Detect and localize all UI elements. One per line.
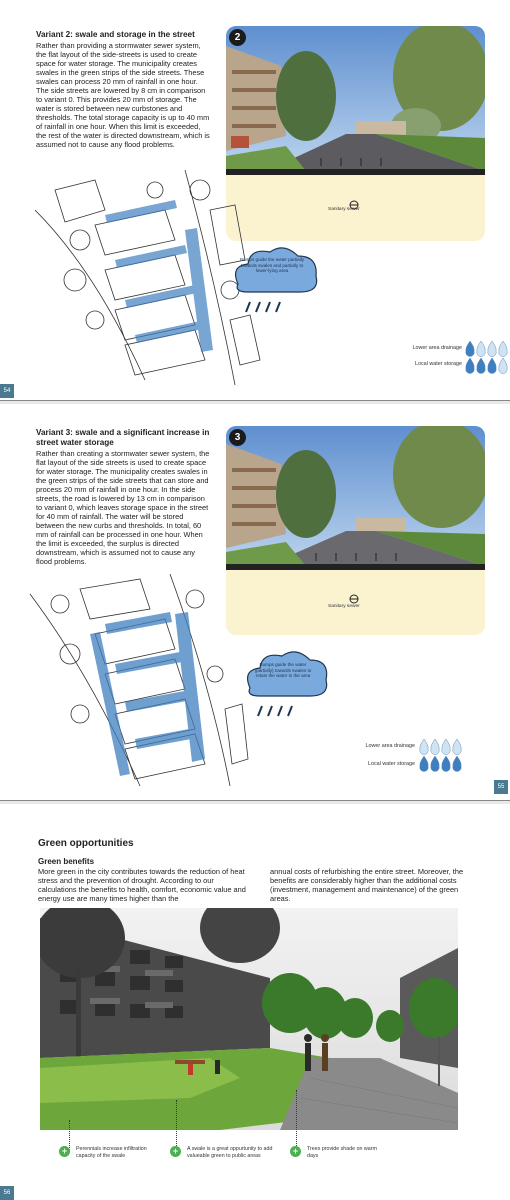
variant-2-heading: Variant 2: swale and storage in the street xyxy=(36,30,195,39)
water-drop-icon xyxy=(453,756,461,771)
variant-3-body: Rather than creating a stormwater sewer system, the flat layout of the side streets is used to create space for water storage. The municipality creates swales in the green strips of the side streets that can store and process 20 mm of rainfall in one hour. In the side streets, the road is lowered by 13 cm in comparison to variant 0, which leaves storage space in the street for 40 mm of rainfall. The water will be stored between the new curbs and thresholds. In total, 60 mm of rainfall can be processed in one hour. When the limit is exceeded, the surplus is directed downstream, which is assumed not to cause any flood problems. xyxy=(36,449,210,566)
water-drop-icon xyxy=(499,341,507,356)
sanitary-sewer-label: Sanitary sewer xyxy=(328,604,360,609)
water-drop-icon xyxy=(466,341,474,356)
water-drop-icon xyxy=(453,739,461,754)
water-drop-icon xyxy=(442,756,450,771)
green-benefits-col-1: More green in the city contributes towards the reduction of heat stress and the prevention of drought. According to our calculations the benefits to health, comfort, economic value and energy use are many times higher than the xyxy=(38,867,246,903)
page-number: 56 xyxy=(0,1186,14,1200)
legend-drops-p54 xyxy=(464,340,510,376)
section-subtitle: Green benefits xyxy=(38,857,95,866)
variant-3-heading: Variant 3: swale and a significant increase in street water storage xyxy=(36,428,210,447)
water-drop-icon xyxy=(477,341,485,356)
water-drop-icon xyxy=(488,358,496,373)
caption-trees: Trees provide shade on warm days xyxy=(307,1146,377,1159)
caption-perennials: Perennials increase infiltration capacity of the swale xyxy=(76,1146,147,1159)
rain-cloud-icon xyxy=(240,648,330,720)
local-water-storage-label: Local water storage xyxy=(367,761,415,767)
water-drop-icon xyxy=(466,358,474,373)
water-drop-icon xyxy=(488,341,496,356)
rain-cloud-icon xyxy=(228,244,320,316)
variant-number-badge: 3 xyxy=(229,429,246,446)
callout-line xyxy=(296,1090,297,1152)
page-55 xyxy=(0,404,510,800)
page-divider xyxy=(0,800,510,801)
callout-line xyxy=(176,1100,177,1152)
neighbourhood-sketch xyxy=(20,574,250,789)
lower-area-drainage-label: Lower area drainage xyxy=(412,345,462,351)
water-drop-icon xyxy=(420,739,428,754)
water-drop-icon xyxy=(420,756,428,771)
section-title: Green opportunities xyxy=(38,838,134,849)
local-water-storage-label: Local water storage xyxy=(414,361,462,367)
plus-icon: + xyxy=(290,1146,301,1157)
variant-2-body: Rather than providing a stormwater sewer system, the flat layout of the side-streets is used to create space for water storage. The municipality creates swales in the green strips of the side streets. These swales can process 20 mm of rainfall in one hour. The side streets are lowered by 8 cm in comparison to variant 0. This provides 20 mm of storage. The water is stored between new curbstones and thresholds. The total storage capacity is up to 40 mm of rainfall in one hour. When this limit is exceeded, the rest of the water is directed downstream, which is assumed not to cause any flood problems. xyxy=(36,41,210,149)
water-drop-icon xyxy=(431,756,439,771)
water-drop-icon xyxy=(477,358,485,373)
variant-2-text xyxy=(36,30,212,149)
lower-area-drainage-label: Lower area drainage xyxy=(365,743,415,749)
cloud-annotation: Bumps guide the water partially towards swales and partially to lower-lying area xyxy=(239,257,305,274)
variant-3-text xyxy=(36,428,212,566)
page-divider xyxy=(0,400,510,401)
legend-drops-p55 xyxy=(418,738,470,774)
caption-swale: A swale is a great oppurtunity to add valueable green to public areas xyxy=(187,1146,273,1159)
page-number: 54 xyxy=(0,384,14,398)
plus-icon: + xyxy=(59,1146,70,1157)
green-benefits-col-2: annual costs of refurbishing the entire street. Moreover, the benefits are considerably higher than the additional costs (investment, management and maintenance) of the green areas. xyxy=(270,867,464,903)
plus-icon: + xyxy=(170,1146,181,1157)
sanitary-sewer-label: Sanitary sewer xyxy=(328,207,360,212)
cloud-annotation: Bumps guide the water (partially) towards swales to retain the water in the area xyxy=(254,662,312,679)
water-drop-icon xyxy=(442,739,450,754)
water-drop-icon xyxy=(431,739,439,754)
variant-number-badge: 2 xyxy=(229,29,246,46)
street-green-visualisation xyxy=(40,908,458,1130)
page-54 xyxy=(0,0,510,400)
water-drop-icon xyxy=(499,358,507,373)
page-number: 55 xyxy=(494,780,508,794)
callout-line xyxy=(69,1120,70,1152)
